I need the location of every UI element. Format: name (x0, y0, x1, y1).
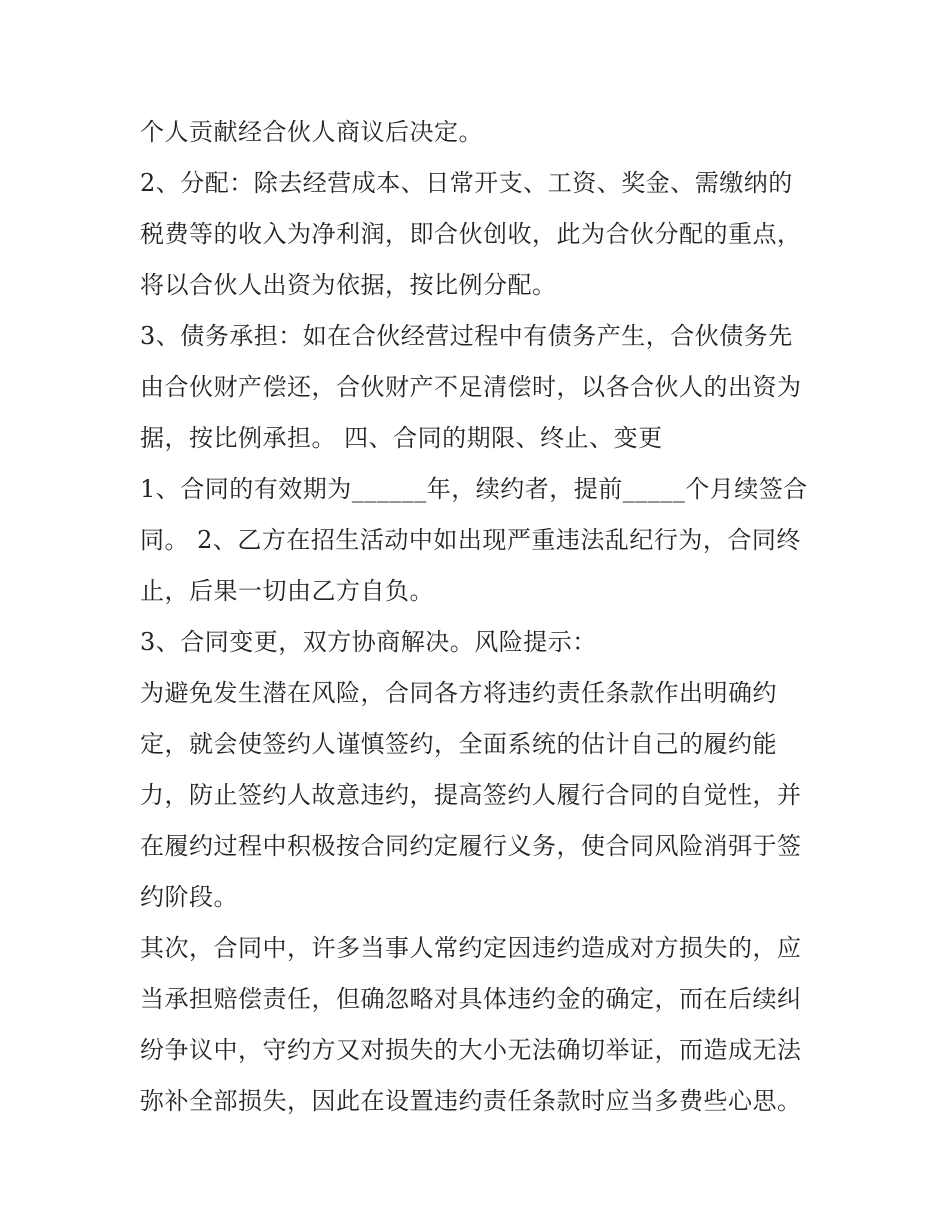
text-line: 弥补全部损失，因此在设置违约责任条款时应当多费些心思。 (140, 1087, 802, 1115)
text-line: 2、分配：除去经营成本、日常开支、工资、奖金、需缴纳的 (140, 169, 793, 197)
document-body (140, 107, 820, 1127)
text-line: 纷争议中，守约方又对损失的大小无法确切举证，而造成无法 (140, 1036, 802, 1064)
text-line: 为避免发生潜在风险，合同各方将违约责任条款作出明确约 (140, 679, 777, 707)
text-line: 定，就会使签约人谨慎签约，全面系统的估计自己的履约能 (140, 730, 777, 758)
text-line: 1、合同的有效期为______年，续约者，提前_____个月续签合 (140, 475, 808, 503)
text-line: 同。 2、乙方在招生活动中如出现严重违法乱纪行为，合同终 (140, 526, 801, 554)
text-line: 其次，合同中，许多当事人常约定因违约造成对方损失的，应 (140, 934, 802, 962)
text-line: 力，防止签约人故意违约，提高签约人履行合同的自觉性，并 (140, 781, 802, 809)
text-line: 当承担赔偿责任，但确忽略对具体违约金的确定，而在后续纠 (140, 985, 802, 1013)
text-line: 税费等的收入为净利润，即合伙创收，此为合伙分配的重点， (140, 220, 802, 248)
text-line: 据，按比例承担。 四、合同的期限、终止、变更 (140, 424, 663, 452)
text-line: 3、债务承担：如在合伙经营过程中有债务产生，合伙债务先 (140, 322, 793, 350)
text-line: 约阶段。 (140, 883, 238, 911)
text-line: 由合伙财产偿还，合伙财产不足清偿时，以各合伙人的出资为 (140, 373, 802, 401)
text-line: 个人贡献经合伙人商议后决定。 (140, 118, 483, 146)
text-line: 在履约过程中积极按合同约定履行义务，使合同风险消弭于签 (140, 832, 802, 860)
text-line: 止，后果一切由乙方自负。 (140, 577, 434, 605)
text-line: 3、合同变更，双方协商解决。风险提示： (140, 628, 597, 656)
text-line: 将以合伙人出资为依据，按比例分配。 (140, 271, 557, 299)
